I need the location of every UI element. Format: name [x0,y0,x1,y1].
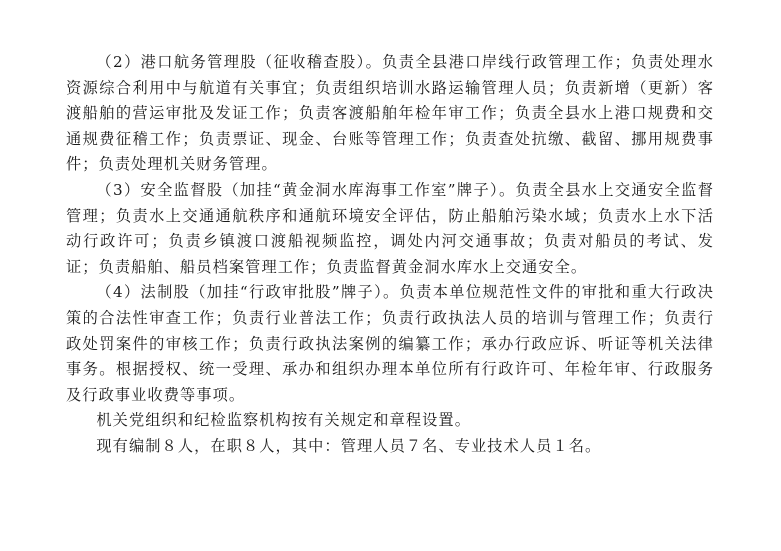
document-page [66,50,714,460]
paragraph-party-organization: 机关党组织和纪检监察机构按有关规定和章程设置。 [96,411,472,430]
paragraph-staffing: 现有编制８人，在职８人，其中：管理人员７名、专业技术人员１名。 [96,436,602,455]
paragraph-port-navigation-section: （2）港口航务管理股（征收稽查股）。负责全县港口岸线行政管理工作；负责处理水资源综合利用中与航道有关事宜；负责组织培训水路运输管理人员；负责新增（更新）客渡船舶的营运审批及发证工作；负责客渡船舶年检年审工作；负责全县水上港口规费和交通规费征稽工作；负责票证、现金、台账等管理工作；负责查处抗缴、截留、挪用规费事件；负责处理机关财务管理。 [66,53,714,174]
paragraph-legal-section: （4）法制股（加挂“行政审批股”牌子）。负责本单位规范性文件的审批和重大行政决策的合法性审查工作；负责行业普法工作；负责行政执法人员的培训与管理工作；负责行政处罚案件的审核工作；负责行政执法案例的编纂工作；承办行政应诉、听证等机关法律事务。根据授权、统一受理、承办和组织办理本单位所有行政许可、年检年审、行政服务及行政事业收费等事项。 [66,283,714,404]
paragraph-safety-supervision-section: （3）安全监督股（加挂“黄金洞水库海事工作室”牌子）。负责全县水上交通安全监督管理；负责水上交通通航秩序和通航环境安全评估，防止船舶污染水域；负责水上水下活动行政许可；负责乡镇渡口渡船视频监控，调处内河交通事故；负责对船员的考试、发证；负责船舶、船员档案管理工作；负责监督黄金洞水库水上交通安全。 [66,180,714,276]
